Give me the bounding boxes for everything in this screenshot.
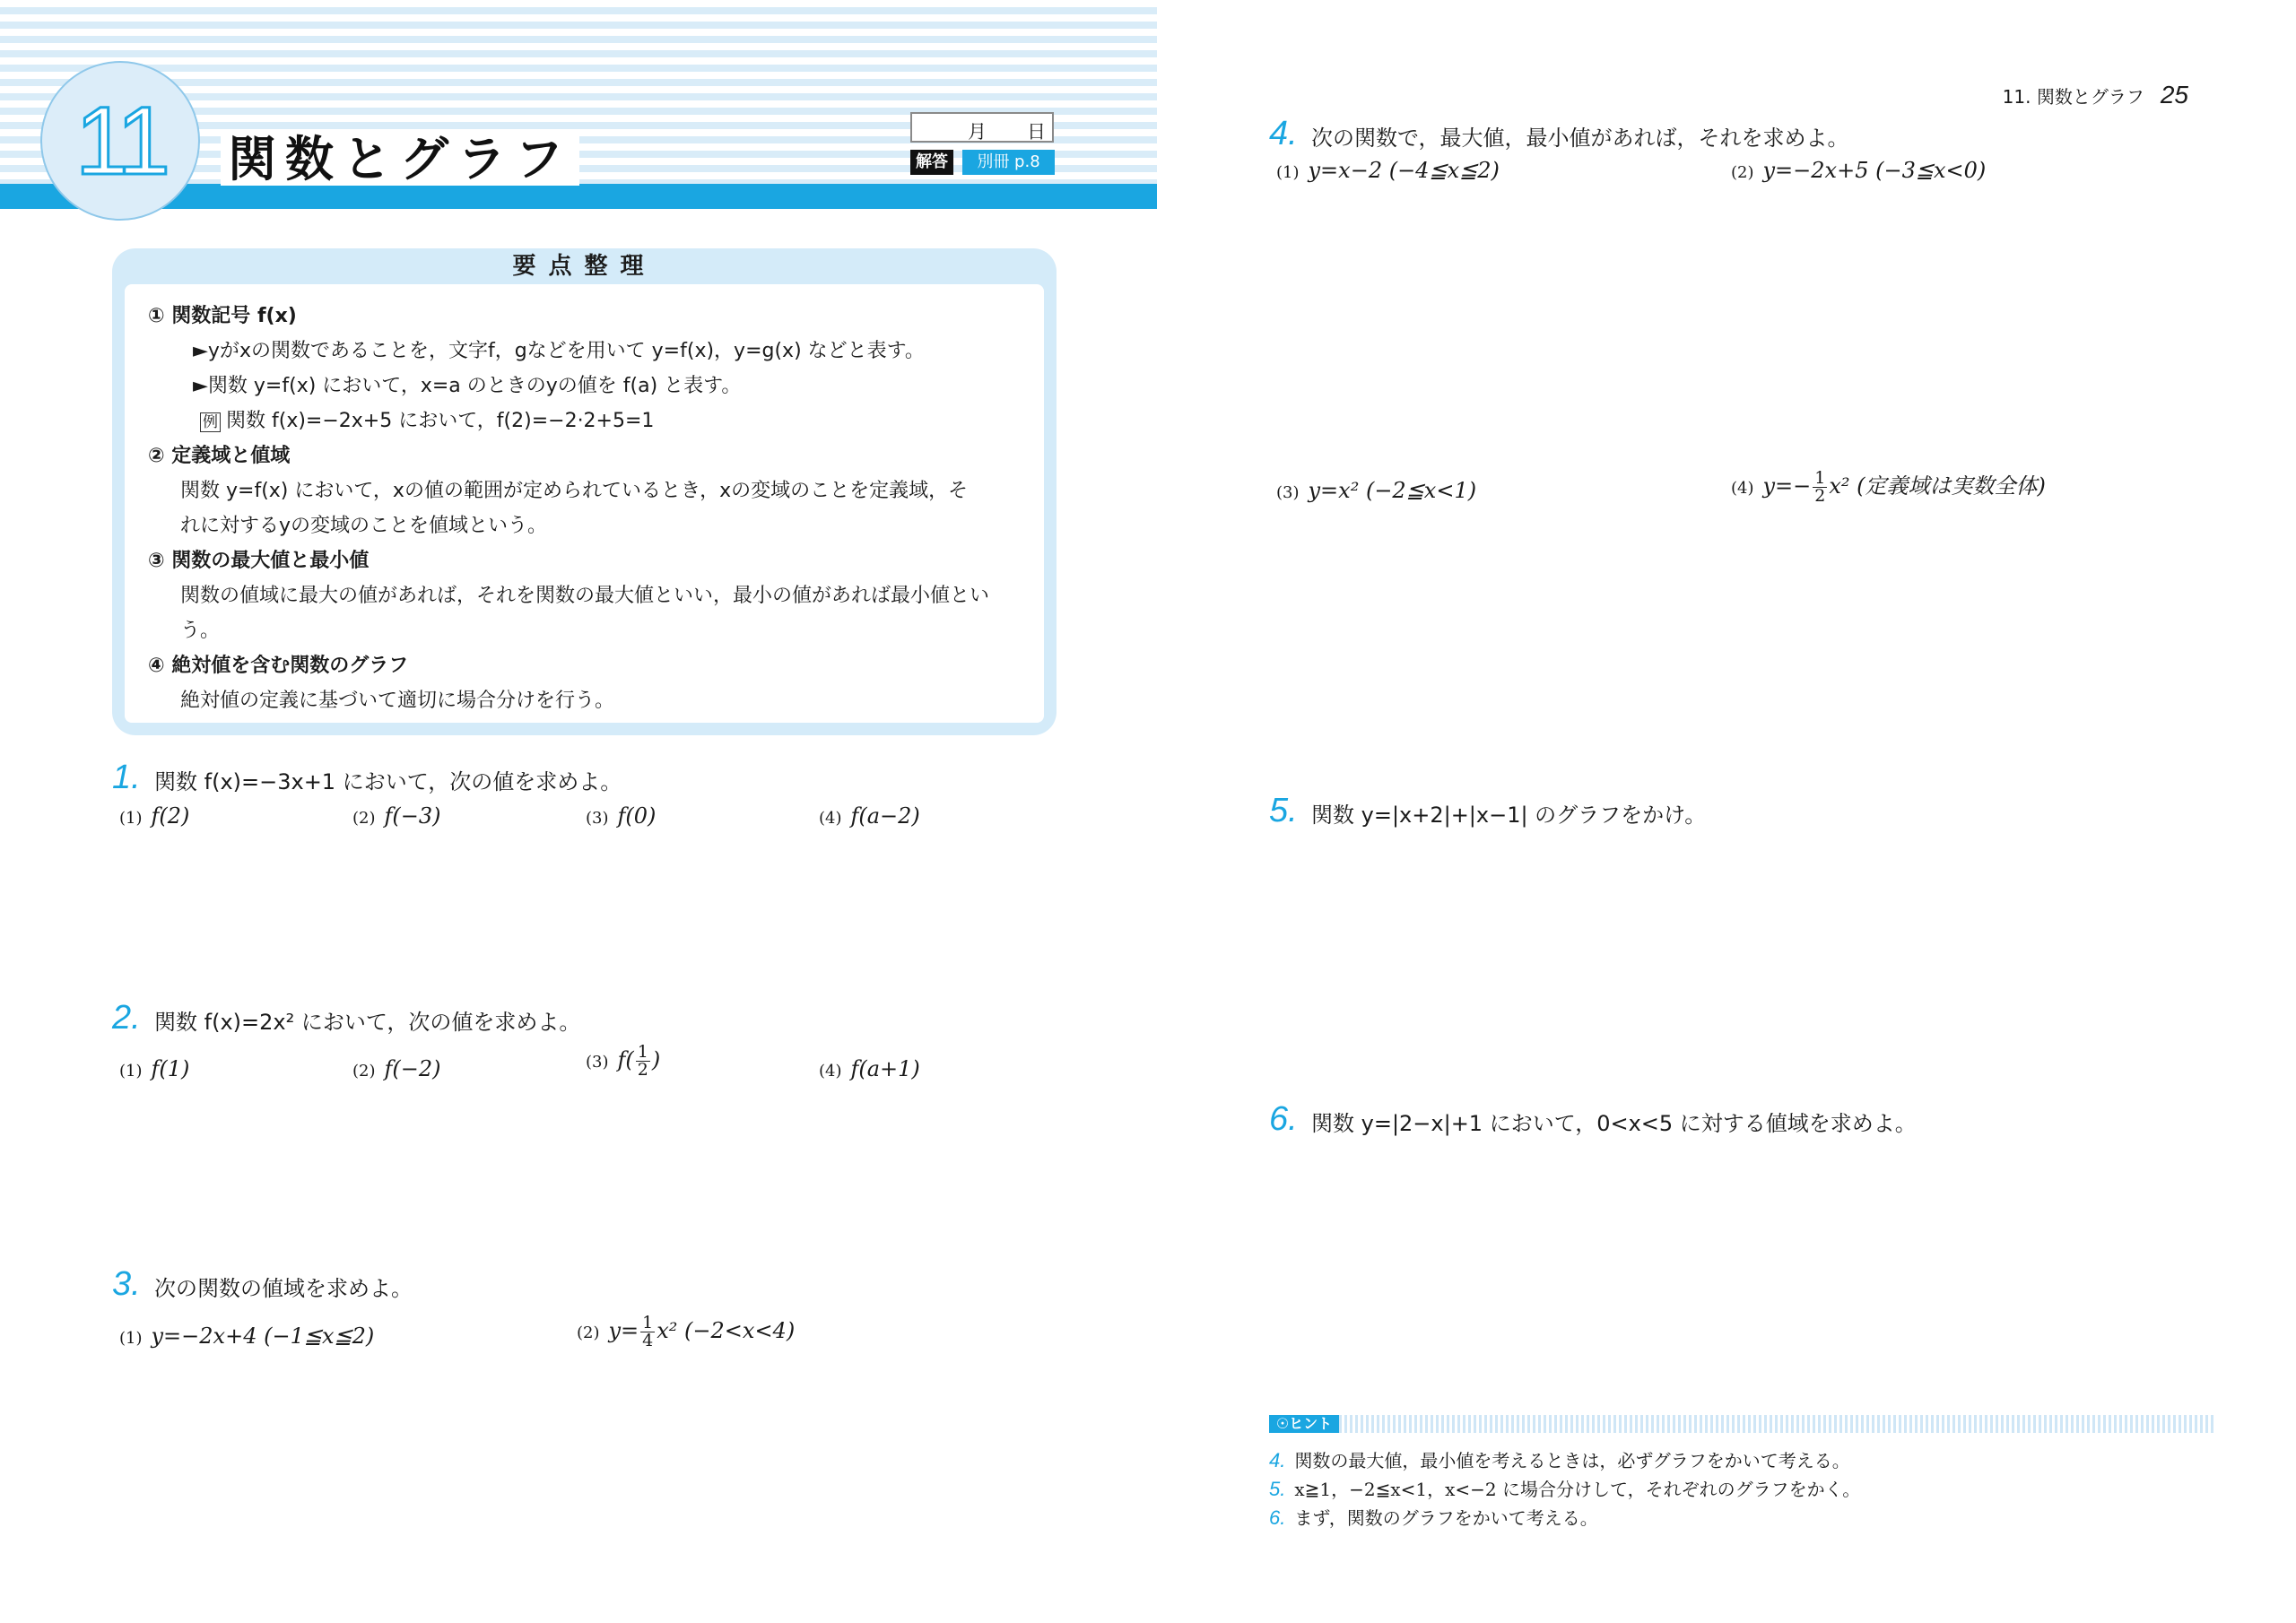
problem-2-sub: (4) f(a+1) [819,1056,920,1081]
problem-2-sub: (1) f(1) [119,1056,190,1081]
answer-reference: 別冊 p.8 [962,150,1055,175]
summary-line: う。 [180,620,221,642]
page-number: 25 [2160,81,2188,108]
problem-4-sub: (3) y=x² (−2≦x<1) [1276,478,1477,503]
chapter-number: 11 [74,86,166,195]
hint-bar [1269,1415,2215,1433]
summary-box [112,248,1057,735]
date-month: 月 [968,121,987,143]
summary-heading: ② 定義域と値域 [148,445,291,467]
problem-1-sub: (3) f(0) [586,803,657,829]
problem-1-sub: (1) f(2) [119,803,190,829]
problem-3-sub: (2) y= $\frac{1}{4}$ x² (−2<x<4) [577,1313,796,1350]
fraction: $\frac{1}{2}$ [1814,468,1826,506]
problem-4-sub: (1) y=x−2 (−4≦x≦2) [1276,158,1500,183]
problem-3-number: 3. [112,1265,141,1303]
problem-4-sub: (4) y=− $\frac{1}{2}$ x² (定義域は実数全体) [1731,468,2046,506]
problem-1-text: 関数 f(x)=−3x+1 において，次の値を求めよ。 [154,769,622,794]
date-day: 日 [1027,121,1046,143]
hint-label: ☉ヒント [1269,1415,1339,1433]
answer-label: 解答 [910,150,953,175]
problem-4-sub: (2) y=−2x+5 (−3≦x<0) [1731,158,1987,183]
problem-1-number: 1. [112,759,141,796]
problem-1-sub: (4) f(a−2) [819,803,920,829]
summary-line: 関数 y=f(x) において，xの値の範囲が定められているとき，xの変域のことを定義域，そ [180,480,969,502]
summary-content [125,284,1044,723]
problem-4-text: 次の関数で，最大値，最小値があれば，それを求めよ。 [1311,126,1849,151]
lightbulb-icon: ☉ [1275,1415,1290,1432]
summary-line: ►関数 y=f(x) において，x=a のときのyの値を f(a) と表す。 [193,375,742,397]
problem-6-text: 関数 y=|2−x|+1 において，0<x<5 に対する値域を求めよ。 [1311,1111,1917,1136]
summary-line: 絶対値の定義に基づいて適切に場合分けを行う。 [180,690,615,712]
problem-2-sub: (2) f(−2) [352,1056,441,1081]
problem-3-text: 次の関数の値域を求めよ。 [154,1276,413,1301]
summary-heading: ③ 関数の最大値と最小値 [148,550,370,572]
summary-heading: ① 関数記号 f(x) [148,305,297,327]
running-head [2003,81,2188,109]
problem-2-text: 関数 f(x)=2x² において，次の値を求めよ。 [154,1010,581,1035]
summary-heading: ④ 絶対値を含む関数のグラフ [148,655,409,677]
summary-line: れに対するyの変域のことを値域という。 [180,515,548,537]
right-page [1148,0,2296,1623]
summary-example [200,405,654,433]
problem-2-number: 2. [112,999,141,1037]
problem-6-number: 6. [1269,1100,1298,1138]
problem-5-number: 5. [1269,792,1298,829]
problem-5-text: 関数 y=|x+2|+|x−1| のグラフをかけ。 [1311,803,1707,828]
problem-1-sub: (2) f(−3) [352,803,441,829]
example-label: 例 [200,412,221,432]
chapter-badge [40,61,200,221]
problem-2-sub: (3) f( $\frac{1}{2}$ ) [586,1042,661,1080]
summary-line: 関数の値域に最大の値があれば，それを関数の最大値といい，最小の値があれば最小値とい [180,585,990,607]
example-text: 関数 f(x)=−2x+5 において，f(2)=−2·2+5=1 [226,410,655,432]
date-box [910,112,1054,143]
fraction: $\frac{1}{2}$ [637,1042,648,1080]
hint-line: 5. x≧1，−2≦x<1，x<−2 に場合分けして，それぞれのグラフをかく。 [1269,1478,1861,1500]
summary-line: ►yがxの関数であることを，文字f，gなどを用いて y=f(x)，y=g(x) などと表す。 [193,340,925,362]
chapter-title: 関数とグラフ [221,133,579,186]
hint-line: 4. 関数の最大値，最小値を考えるときは，必ずグラフをかいて考える。 [1269,1449,1850,1471]
fraction: $\frac{1}{4}$ [642,1313,654,1350]
summary-title: 要点整理 [512,253,657,280]
hint-line: 6. まず，関数のグラフをかいて考える。 [1269,1506,1598,1529]
problem-3-sub: (1) y=−2x+4 (−1≦x≦2) [119,1324,375,1349]
problem-4-number: 4. [1269,115,1298,152]
running-head-title: 11. 関数とグラフ [2002,86,2144,108]
